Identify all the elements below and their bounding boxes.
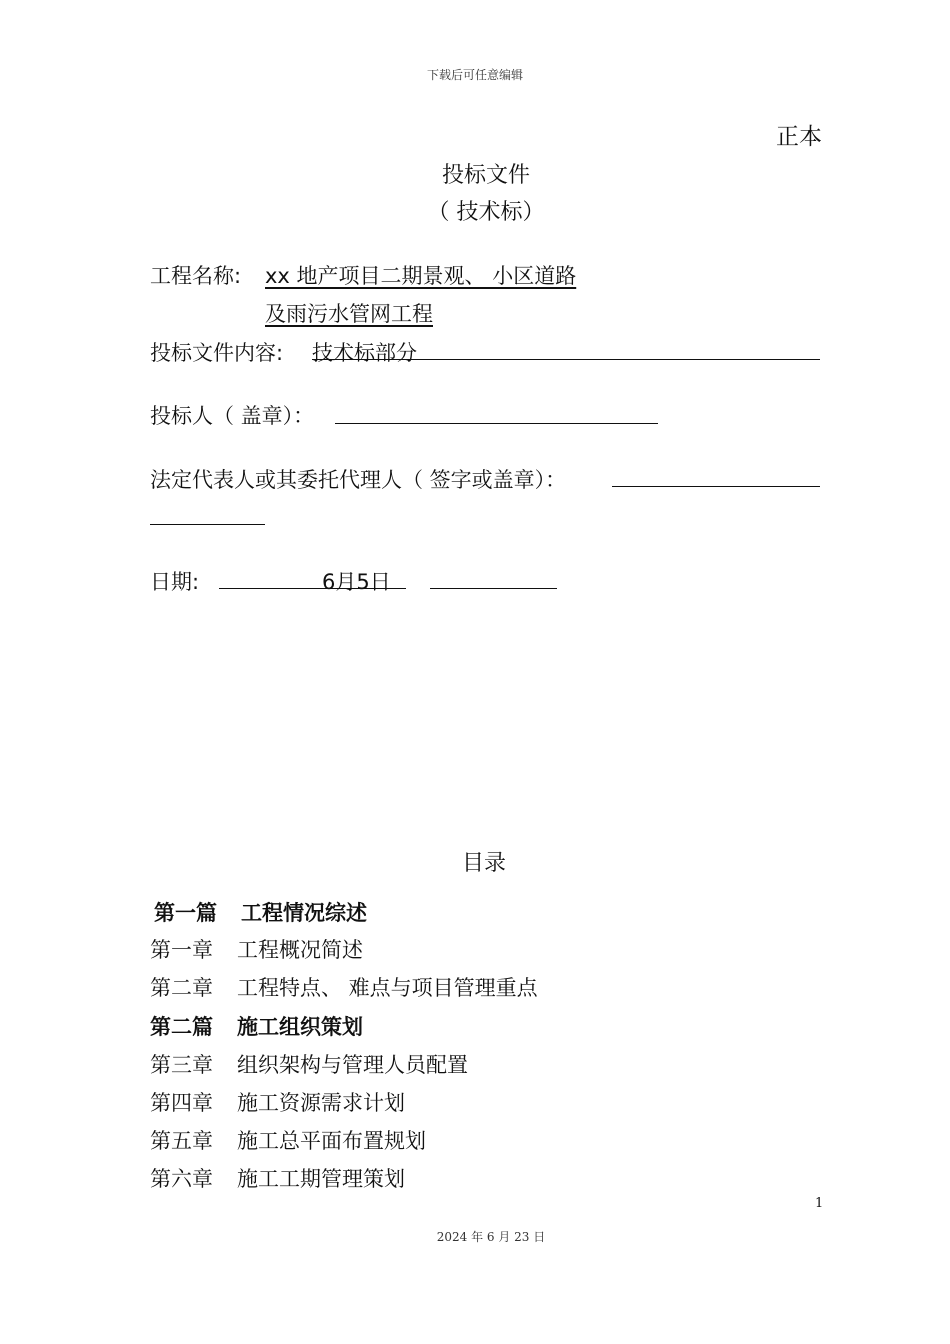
toc-item-title: 工程概况简述 — [237, 938, 363, 962]
toc-title: 目录 — [461, 851, 506, 876]
toc-item-chapter-5 — [150, 1125, 426, 1155]
copy-mark: 正本 — [776, 124, 822, 150]
toc-item-num: 第一章 — [150, 938, 213, 962]
legal-rep-label: 法定代表人或其委托代理人（ 签字或盖章）： — [150, 468, 567, 492]
bidder-label: 投标人（ 盖章）： — [150, 404, 315, 428]
document-subtitle: （ 技术标） — [427, 200, 545, 225]
toc-item-title: 施工工期管理策划 — [237, 1167, 405, 1191]
date-label: 日期: — [150, 570, 200, 594]
toc-item-chapter-3 — [150, 1049, 468, 1079]
document-title: 投标文件 — [441, 163, 530, 188]
toc-item-num: 第五章 — [150, 1129, 213, 1153]
toc-item-chapter-2 — [150, 972, 538, 1002]
content-label: 投标文件内容: — [150, 341, 284, 365]
page-footer-date: 2024 年 6 月 23 日 — [436, 1230, 546, 1244]
legal-rep-signature-line-cont — [150, 524, 265, 525]
content-underline — [312, 359, 820, 360]
toc-item-num: 第三章 — [150, 1053, 213, 1077]
toc-item-num: 第一篇 — [154, 901, 217, 925]
legal-rep-signature-line — [612, 486, 820, 487]
toc-item-chapter-1 — [150, 934, 363, 964]
toc-item-num: 第二篇 — [150, 1015, 213, 1039]
toc-item-chapter-6 — [150, 1163, 405, 1193]
toc-item-chapter-4 — [150, 1087, 405, 1117]
content-value: 技术标部分 — [312, 341, 417, 365]
toc-item-title: 施工总平面布置规划 — [237, 1129, 426, 1153]
toc-item-part-2 — [150, 1011, 363, 1041]
toc-item-title: 工程特点、 难点与项目管理重点 — [237, 976, 538, 1000]
project-name-line1: xx 地产项目二期景观、 小区道路 — [265, 264, 577, 288]
date-value: 6月5日 — [322, 570, 391, 594]
toc-item-num: 第二章 — [150, 976, 213, 1000]
bidder-signature-line — [335, 423, 658, 424]
date-underline-2 — [430, 588, 557, 589]
toc-item-part-1 — [154, 897, 367, 927]
page-number: 1 — [815, 1196, 824, 1211]
toc-item-num: 第六章 — [150, 1167, 213, 1191]
project-name-label: 工程名称: — [150, 264, 242, 288]
toc-item-title: 工程情况综述 — [241, 901, 367, 925]
toc-item-num: 第四章 — [150, 1091, 213, 1115]
project-name-line2: 及雨污水管网工程 — [265, 302, 433, 326]
toc-item-title: 施工资源需求计划 — [237, 1091, 405, 1115]
page-header-note: 下载后可任意编辑 — [426, 68, 523, 82]
toc-item-title: 组织架构与管理人员配置 — [237, 1053, 468, 1077]
toc-item-title: 施工组织策划 — [237, 1015, 363, 1039]
